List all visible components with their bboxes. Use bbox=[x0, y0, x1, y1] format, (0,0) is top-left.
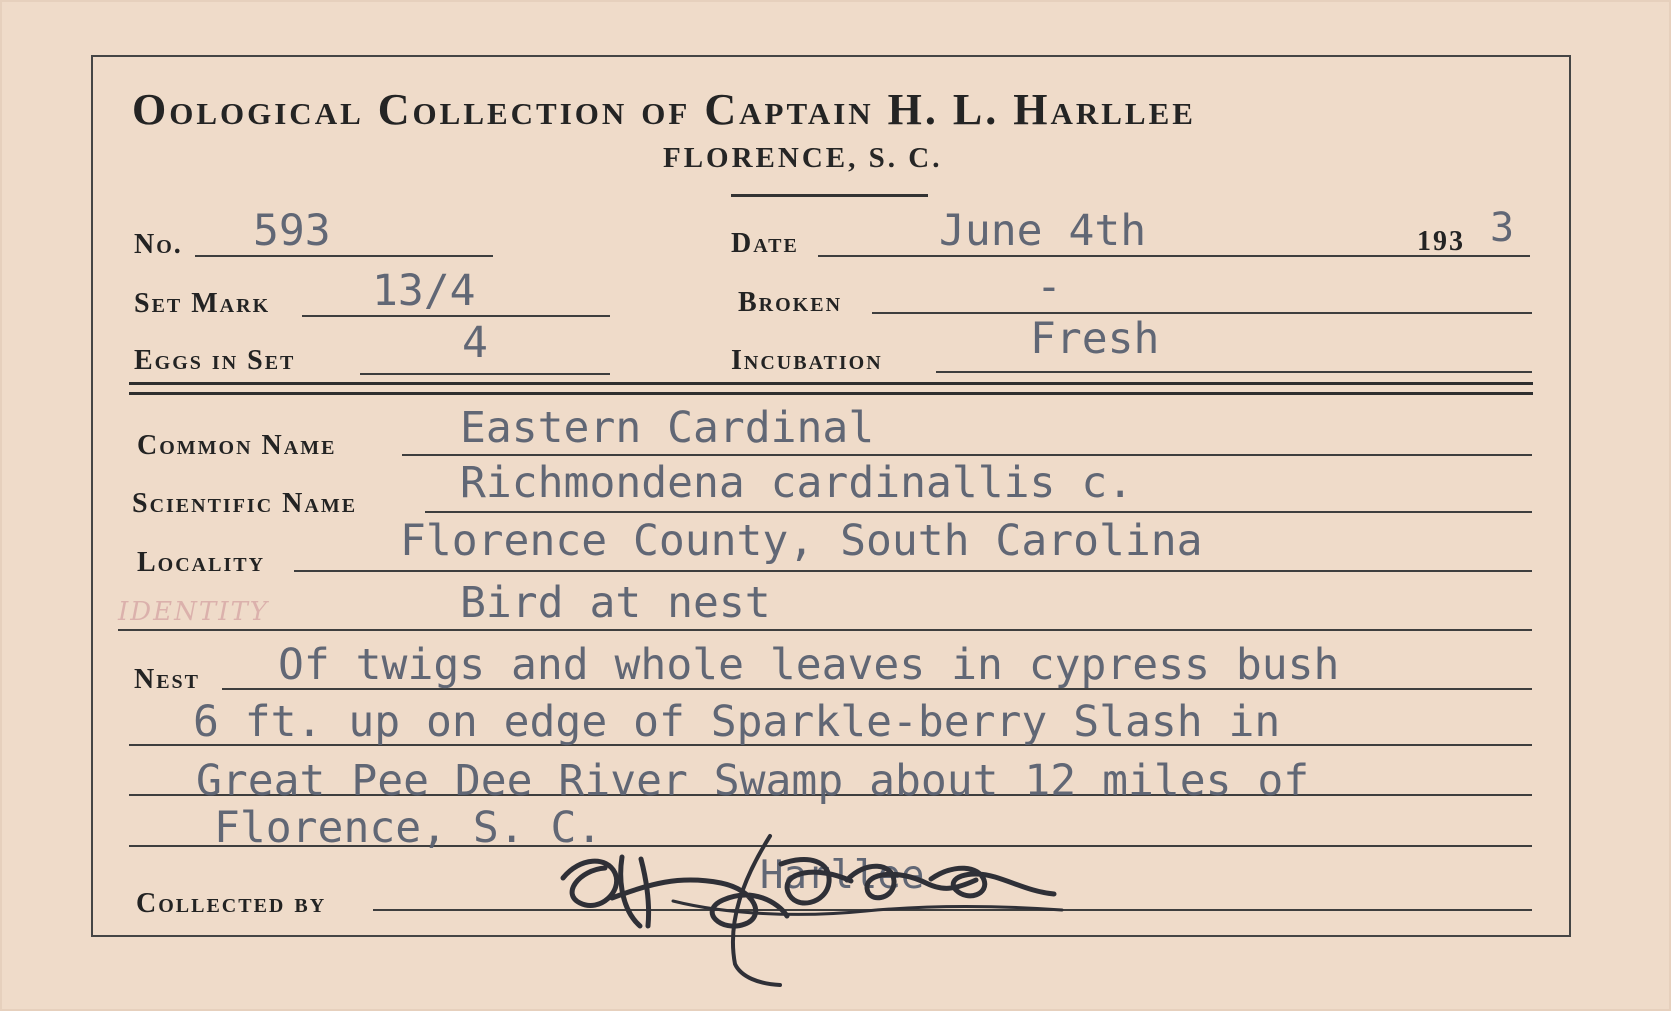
rule-broken bbox=[872, 312, 1532, 314]
label-common-name: Common Name bbox=[137, 430, 337, 461]
rule-eggs-in-set bbox=[360, 373, 610, 375]
value-date: June 4th bbox=[939, 206, 1147, 256]
value-identity: Bird at nest bbox=[460, 578, 771, 628]
value-year-digit: 3 bbox=[1490, 205, 1515, 251]
value-eggs-in-set: 4 bbox=[462, 318, 488, 368]
rule-incubation bbox=[936, 371, 1532, 373]
rule-identity bbox=[118, 629, 1532, 631]
value-set-mark: 13/4 bbox=[372, 266, 476, 316]
label-eggs-in-set: Eggs in Set bbox=[134, 345, 296, 376]
value-scientific-name: Richmondena cardinallis c. bbox=[460, 458, 1134, 508]
rule-scientific-name bbox=[425, 511, 1532, 513]
rule-no bbox=[195, 255, 493, 257]
section-double-rule bbox=[129, 382, 1533, 395]
label-broken: Broken bbox=[738, 287, 843, 318]
label-no: No. bbox=[134, 229, 183, 260]
label-set-mark: Set Mark bbox=[134, 288, 271, 319]
label-incubation: Incubation bbox=[731, 345, 883, 376]
label-scientific-name: Scientific Name bbox=[132, 488, 358, 519]
label-collected-by: Collected by bbox=[136, 888, 327, 919]
nest-line-2: 6 ft. up on edge of Sparkle-berry Slash in bbox=[193, 697, 1281, 747]
value-incubation: Fresh bbox=[1030, 314, 1160, 364]
value-broken: - bbox=[1036, 262, 1062, 312]
value-no: 593 bbox=[253, 206, 331, 256]
value-common-name: Eastern Cardinal bbox=[460, 403, 875, 453]
card-title: Oological Collection of Captain H. L. Harllee bbox=[132, 85, 1196, 134]
signature-mark bbox=[545, 820, 1065, 990]
value-locality: Florence County, South Carolina bbox=[400, 516, 1203, 566]
rule-common-name bbox=[402, 454, 1532, 456]
label-locality: Locality bbox=[137, 547, 266, 578]
subtitle-rule bbox=[731, 194, 928, 197]
nest-line-4: Florence, S. C. bbox=[214, 803, 603, 853]
card-subtitle: FLORENCE, S. C. bbox=[663, 142, 943, 174]
identity-stamp: IDENTITY bbox=[118, 597, 269, 627]
rule-locality bbox=[294, 570, 1532, 572]
label-nest: Nest bbox=[134, 664, 201, 695]
nest-line-3: Great Pee Dee River Swamp about 12 miles of bbox=[196, 756, 1310, 806]
nest-line-1: Of twigs and whole leaves in cypress bush bbox=[278, 640, 1340, 690]
value-collected-by: Harllee bbox=[760, 853, 925, 898]
label-year-prefix: 193 bbox=[1417, 226, 1465, 257]
label-date: Date bbox=[731, 228, 799, 259]
